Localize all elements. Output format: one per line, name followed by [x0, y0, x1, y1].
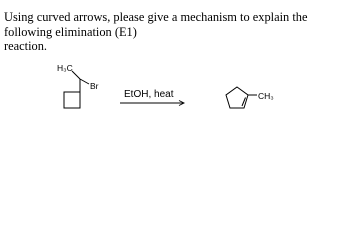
reagent-label: EtOH, heat [124, 89, 174, 100]
reactant-structure [57, 63, 99, 108]
product-methyl-label: CH₃ [258, 91, 274, 101]
carbon-to-methyl-bond [72, 71, 80, 79]
cyclopentene-ring [226, 87, 248, 108]
product-structure [226, 87, 274, 108]
bromine-label: Br [90, 81, 99, 91]
question-line-2: reaction. [4, 39, 47, 53]
question-line-1: Using curved arrows, please give a mechanism to explain the following elimination (E1) [4, 10, 308, 39]
reaction-conditions [120, 89, 184, 106]
cyclobutane-ring [64, 92, 80, 108]
carbon-to-bromine-bond [80, 79, 89, 84]
methyl-label: H₃C [57, 63, 73, 73]
